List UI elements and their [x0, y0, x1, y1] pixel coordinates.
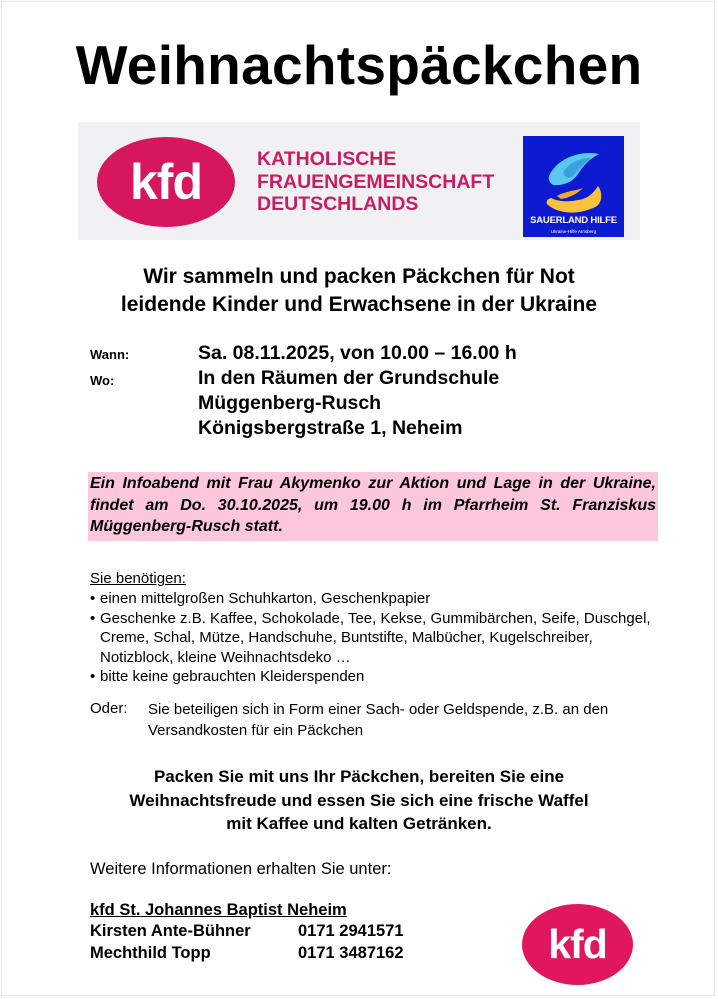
oder-text: Sie beteiligen sich in Form einer Sach- oder Geldspende, z.B. an den Versandkosten für ein Päckchen	[148, 701, 609, 739]
intro-line: leidende Kinder und Erwachsene in der Ukraine	[120, 293, 598, 316]
list-item-text: einen mittelgroßen Schuhkarton, Geschenkpapier	[100, 590, 431, 607]
kfd-name-line: FRAUENGEMEINSCHAFT	[257, 170, 495, 193]
contact-phone: 0171 3487162	[298, 944, 404, 962]
kfd-name-line: KATHOLISCHE	[257, 148, 397, 170]
where-value	[198, 366, 499, 441]
list-item	[90, 667, 670, 687]
bullet-icon: •	[90, 609, 96, 627]
closing-text	[0, 765, 718, 836]
list-item-text: Geschenke z.B. Kaffee, Schokolade, Tee, Kekse, Gummibärchen, Seife, Duschgel, Creme, Schal, Mütze, Handschuhe, Buntstifte, Malbücher, Kugelschreiber, Notizblock, kleine Weihnachtsdeko …	[100, 609, 651, 666]
where-line: Königsbergstraße 1, Neheim	[198, 417, 463, 439]
intro-line: Wir sammeln und packen Päckchen für Not	[143, 265, 575, 288]
contact-heading: kfd St. Johannes Baptist Neheim	[90, 901, 347, 919]
contact-name: Mechthild Topp	[90, 944, 211, 962]
page-title: Weihnachtspäckchen	[75, 34, 643, 96]
sauerland-hilfe-sub: Ukraine-Hilfe Arnsberg	[550, 229, 597, 234]
infoabend-text: Ein Infoabend mit Frau Akymenko zur Aktion und Lage in der Ukraine, findet am Do. 30.10.2025, um 19.00 h im Pfarrheim St. Franziskus Müggenberg-Rusch statt.	[90, 475, 656, 535]
needs-list	[90, 589, 670, 687]
where-line: Müggenberg-Rusch	[198, 392, 382, 414]
kfd-footer-logo-text: kfd	[548, 921, 607, 967]
needs-heading: Sie benötigen:	[90, 570, 186, 587]
list-item	[90, 589, 670, 609]
closing-line: Weihnachtsfreude und essen Sie sich eine frische Waffel	[129, 790, 589, 810]
when-value: Sa. 08.11.2025, von 10.00 – 16.00 h	[198, 342, 517, 364]
kfd-name-line: DEUTSCHLANDS	[257, 193, 419, 215]
contact-name: Kirsten Ante-Bühner	[90, 922, 251, 940]
sauerland-hilfe-label: SAUERLAND HILFE	[530, 215, 617, 226]
info-line: Weitere Informationen erhalten Sie unter:	[90, 860, 392, 878]
bullet-icon: •	[90, 668, 96, 685]
oder-label: Oder:	[90, 700, 128, 717]
kfd-logo	[97, 137, 235, 227]
intro-text	[0, 263, 718, 319]
kfd-footer-logo	[522, 904, 633, 985]
list-item-text: bitte keine gebrauchten Kleiderspenden	[100, 668, 365, 685]
where-label: Wo:	[90, 373, 115, 388]
closing-line: mit Kaffee und kalten Getränken.	[226, 814, 492, 833]
list-item	[90, 609, 670, 668]
kfd-name	[257, 148, 517, 216]
when-label: Wann:	[90, 347, 130, 362]
closing-line: Packen Sie mit uns Ihr Päckchen, bereiten Sie eine	[153, 767, 565, 786]
sauerland-hilfe-logo	[523, 136, 624, 237]
kfd-logo-text: kfd	[130, 154, 202, 210]
bullet-icon: •	[90, 590, 96, 607]
contact-phone: 0171 2941571	[298, 922, 404, 940]
where-line: In den Räumen der Grundschule	[198, 367, 500, 389]
